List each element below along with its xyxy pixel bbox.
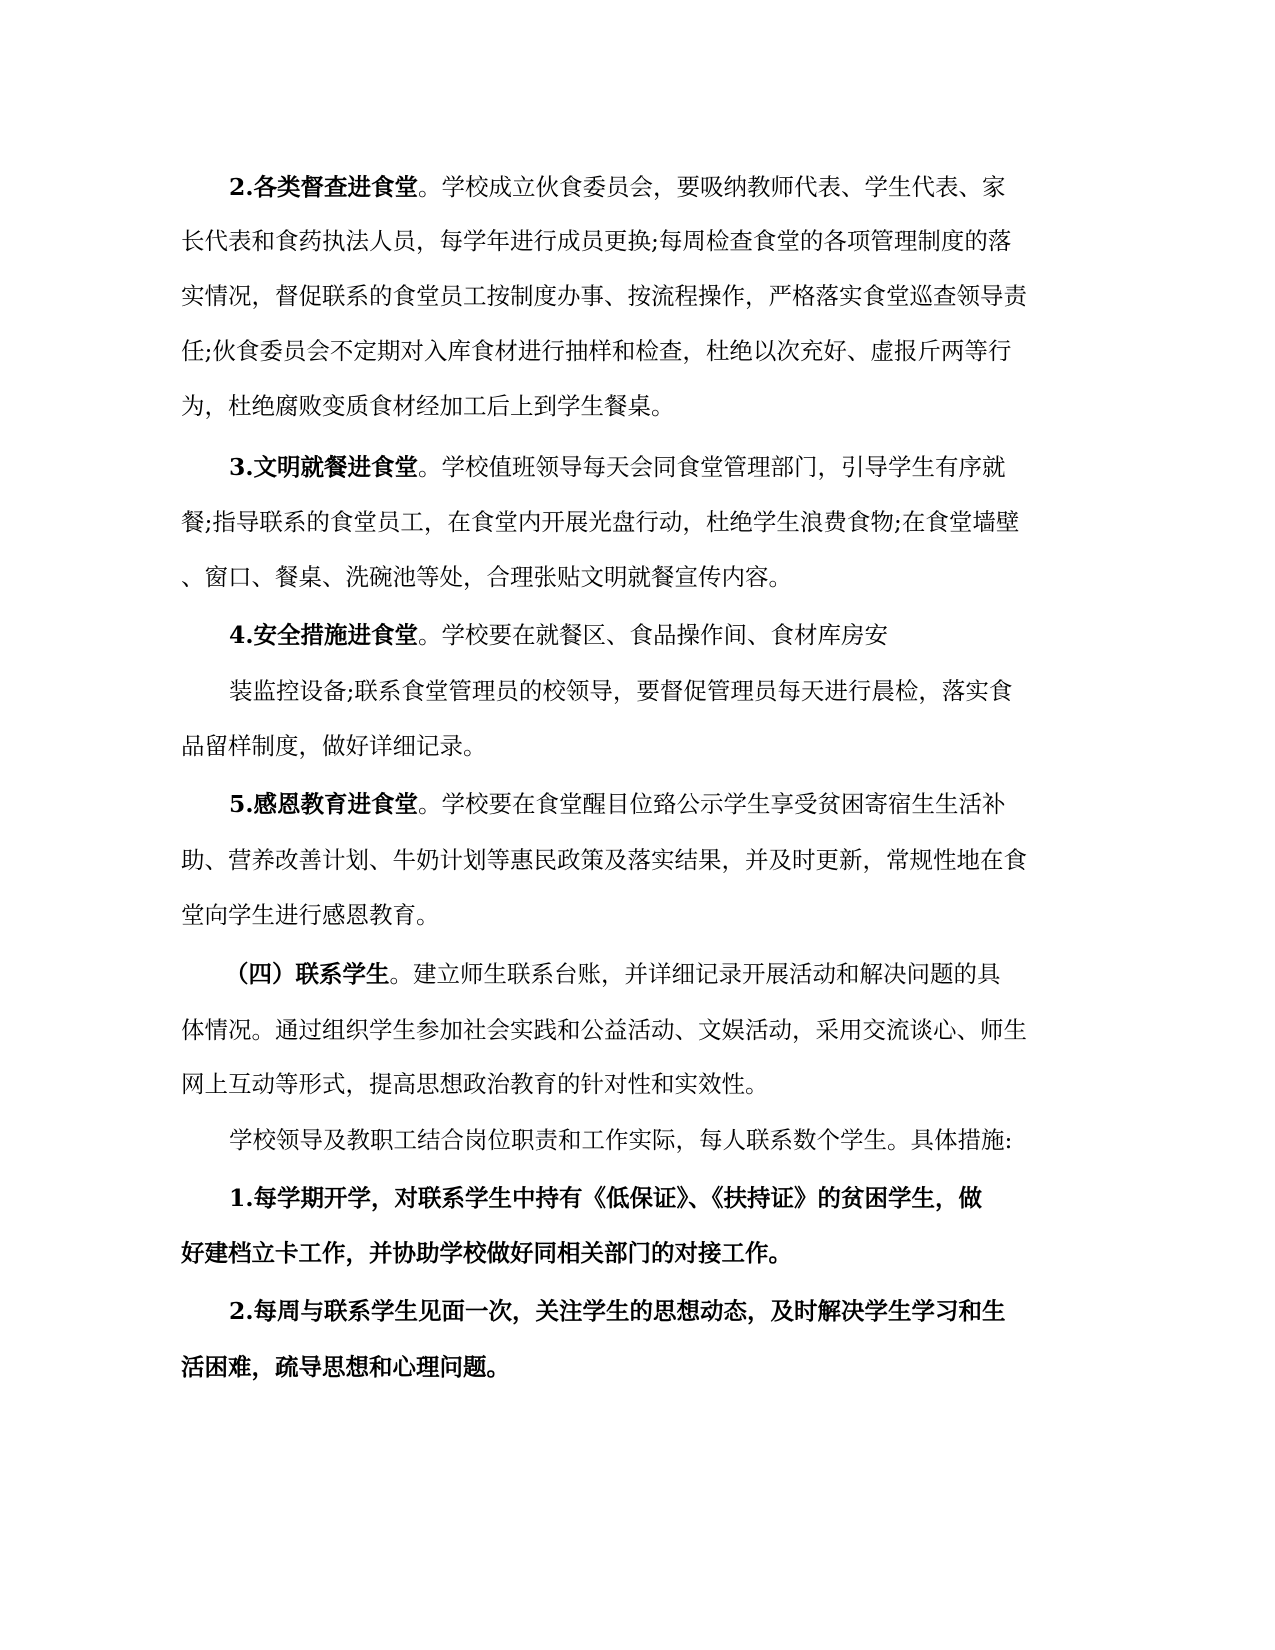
paragraph-line: 1.每学期开学，对联系学生中持有《低保证》、《扶持证》的贫困学生，做: [229, 1184, 983, 1212]
item-text: 。建立师生联系台账，并详细记录开展活动和解决问题的具: [389, 960, 1001, 988]
paragraph-line: 体情况。通过组织学生参加社会实践和公益活动、文娱活动，采用交流谈心、师生: [181, 1016, 1027, 1044]
paragraph-line: 好建档立卡工作，并协助学校做好同相关部门的对接工作。: [181, 1239, 792, 1267]
section-heading: （四）联系学生: [225, 960, 390, 988]
paragraph-line: 品留样制度，做好详细记录。: [181, 732, 487, 760]
paragraph-line: 学校领导及教职工结合岗位职责和工作实际，每人联系数个学生。具体措施:: [229, 1126, 1013, 1154]
paragraph-line: 装监控设备;联系食堂管理员的校领导，要督促管理员每天进行晨检，落实食: [229, 677, 1013, 705]
item-heading: 2.各类督查进食堂: [229, 173, 419, 201]
item-text: 。学校要在食堂醒目位臵公示学生享受贫困寄宿生生活补: [418, 790, 1006, 818]
paragraph-line: 2.每周与联系学生见面一次，关注学生的思想动态，及时解决学生学习和生: [229, 1297, 1006, 1325]
item-heading: 5.感恩教育进食堂: [229, 790, 419, 818]
item-text: 。学校成立伙食委员会，要吸纳教师代表、学生代表、家: [418, 173, 1006, 201]
item-heading: 4.安全措施进食堂: [229, 621, 419, 649]
paragraph-line: 任;伙食委员会不定期对入库食材进行抽样和检查，杜绝以次充好、虚报斤两等行: [181, 337, 1012, 365]
paragraph-line: [225, 957, 1001, 991]
item-heading: 3.文明就餐进食堂: [229, 453, 419, 481]
paragraph-line: [229, 170, 1006, 204]
paragraph-line: [229, 618, 888, 652]
item-text: 。学校值班领导每天会同食堂管理部门，引导学生有序就: [418, 453, 1006, 481]
paragraph-line: 活困难，疏导思想和心理问题。: [181, 1353, 510, 1381]
paragraph-line: 、窗口、餐桌、洗碗池等处，合理张贴文明就餐宣传内容。: [181, 563, 792, 591]
paragraph-line: 餐;指导联系的食堂员工，在食堂内开展光盘行动，杜绝学生浪费食物;在食堂墙壁: [181, 508, 1020, 536]
paragraph-line: 网上互动等形式，提高思想政治教育的针对性和实效性。: [181, 1070, 769, 1098]
paragraph-line: 堂向学生进行感恩教育。: [181, 901, 440, 929]
paragraph-line: [229, 787, 1006, 821]
item-text: 。学校要在就餐区、食品操作间、食材库房安: [418, 621, 889, 649]
paragraph-line: 为，杜绝腐败变质食材经加工后上到学生餐桌。: [181, 392, 675, 420]
paragraph-line: [229, 450, 1006, 484]
paragraph-line: 实情况，督促联系的食堂员工按制度办事、按流程操作，严格落实食堂巡查领导责: [181, 282, 1027, 310]
paragraph-line: 助、营养改善计划、牛奶计划等惠民政策及落实结果，并及时更新，常规性地在食: [181, 846, 1027, 874]
paragraph-line: 长代表和食药执法人员，每学年进行成员更换;每周检查食堂的各项管理制度的落: [181, 227, 1012, 255]
